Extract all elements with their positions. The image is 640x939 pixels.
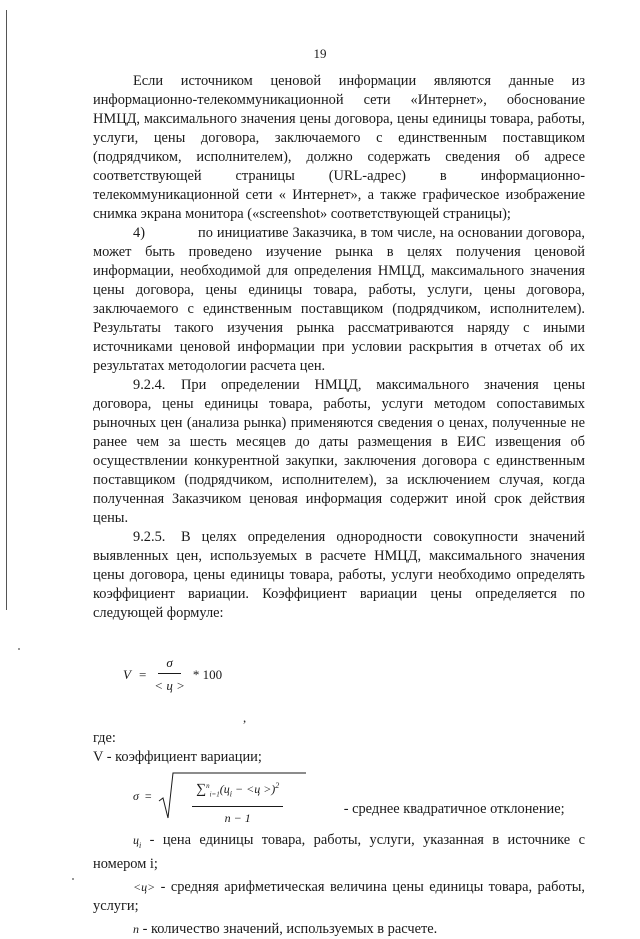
item-text: по инициативе Заказчика, в том числе, на основании договора, может быть проведено изучение рынка в целях получения ценовой информации, необходимой для определения НМЦД, максимального значения цены договора, цены единицы товара, работы, услуги, цены договора, заключаемого с единственным поставщиком (подрядчиком, исполнителем). Результаты такого изучения рынка рассматриваются наряду с иными источниками ценовой информации при условии раскрытия в отчетах об их результатах методологии расчета цен. [93, 225, 585, 374]
radicand-denominator: n − 1 [224, 811, 251, 826]
paragraph-section-9-2-5 [93, 528, 585, 623]
square-root [158, 771, 308, 826]
item-number: 4) [133, 225, 145, 241]
formula-multiplier: * 100 [192, 666, 223, 682]
sigma-lhs: σ [133, 788, 139, 803]
document-body [93, 72, 585, 939]
count-definition-text: - количество значений, используемых в расчете. [139, 920, 438, 937]
count-symbol: n [133, 921, 139, 936]
formula-denominator: < ц > [154, 678, 185, 693]
paragraph-internet-source: Если источником ценовой информации являются данные из информационно-телекоммуникационной сети «Интернет», обоснование НМЦД, максимального значения цены договора, цены единицы товара, работы, услуги, цены договора, заключаемого с единственным поставщиком (подрядчиком, исполнителем), должно содержать сведения об адресе соответствующей страницы (URL-адрес) в информационно-телекоммуникационной сети « Интернет», а также графическое изображение снимка экрана монитора («screenshot» соответствующей страницы); [93, 73, 585, 222]
section-text: При определении НМЦД, максимального значения цены договора, цены единицы товара, работы, услуги методом сопоставимых рыночных цен (анализа рынка) применяются сведения о ценах, полученные не ранее чем за шесть месяцев до даты размещения в ЕИС извещения об осуществлении конкурентной закупки, заключения договора с единственным поставщиком (подрядчиком, исполнителем), за исключением случая, когда полученная Заказчиком ценовая информация содержит иной срок действия цены. [93, 377, 585, 526]
standard-deviation-row [93, 771, 585, 826]
scan-edge-line [6, 10, 7, 610]
price-symbol: ц [133, 833, 139, 847]
section-text: В целях определения однородности совокупности значений выявленных цен, используемых в расчете НМЦД, максимального значения цены договора, цены единицы товара, работы, услуги необходимо определять коэффициент вариации. Коэффициент вариации цены определяется по следующей формуле: [93, 529, 585, 621]
formula-equals: = [138, 666, 147, 682]
count-definition [93, 920, 585, 939]
mean-definition [93, 878, 585, 916]
formula-comma: , [243, 710, 247, 725]
paragraph-section-9-2-4 [93, 376, 585, 528]
radicand-numerator [192, 776, 283, 807]
sigma-description: - среднее квадратичное отклонение; [343, 801, 565, 817]
paragraph-item-4 [93, 224, 585, 376]
sum-symbol: ∑ [196, 782, 207, 797]
sum-exponent: 2 [275, 781, 280, 790]
price-definition [93, 831, 585, 874]
sum-term-index: i [229, 789, 232, 799]
sum-upper-limit: n [206, 782, 210, 790]
sum-lower-limit: i=1 [209, 790, 220, 799]
sigma-equals: = [144, 788, 152, 803]
price-symbol-index: i [139, 840, 142, 850]
variation-coefficient-formula [123, 653, 585, 695]
formula-numerator: σ [158, 653, 180, 674]
mean-definition-text: - средняя арифметическая величина цены единицы товара, работы, услуги; [93, 878, 585, 914]
sum-term-rest: − <ц >) [232, 782, 276, 796]
where-label: где: [93, 730, 116, 746]
mean-symbol: <ц> [133, 879, 156, 894]
standard-deviation-formula [133, 771, 308, 826]
scan-speck [18, 648, 20, 650]
formula-fraction [154, 653, 185, 695]
radicand-fraction [172, 776, 304, 828]
formula-lhs: V [123, 666, 131, 682]
scan-speck [72, 878, 74, 880]
price-definition-text: - цена единицы товара, работы, услуги, указанная в источнике с номером i; [93, 832, 585, 872]
v-definition: V - коэффициент вариации; [93, 749, 262, 765]
section-number: 9.2.4. [133, 377, 166, 393]
page-number: 19 [313, 46, 327, 61]
section-number: 9.2.5. [133, 529, 166, 545]
sum-term: (ц [219, 782, 230, 796]
